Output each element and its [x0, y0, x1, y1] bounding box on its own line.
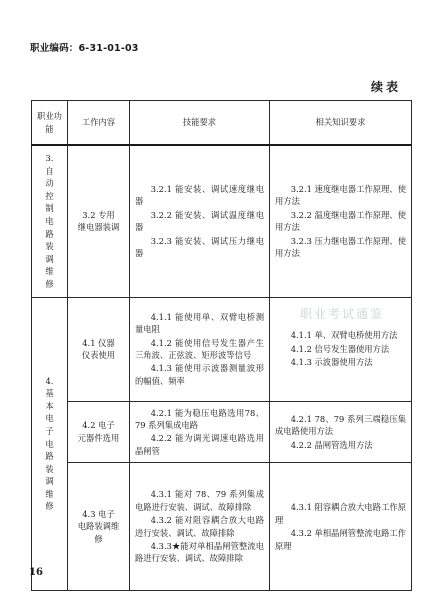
skills-cell — [130, 297, 270, 401]
occupation-code: 职业编码：6-31-01-03 — [30, 43, 139, 54]
knowledge-cell — [270, 145, 412, 297]
header-function: 职业功能 — [32, 101, 68, 146]
work-content-line: 电路装调维 — [77, 521, 120, 532]
work-content-line: 4.2 电子 — [82, 420, 115, 431]
work-content-line: 4.1 仪器 — [82, 337, 115, 348]
skill-item: 4.2.1 能为稳压电路选用78、79 系列集成电路 — [135, 407, 264, 430]
skill-item: 4.1.3 能使用示波器测量波形的幅值、频率 — [135, 363, 264, 386]
header-knowledge-requirements: 相关知识要求 — [270, 101, 412, 146]
skills-requirements-table — [31, 100, 412, 591]
header-work-content: 工作内容 — [68, 101, 130, 146]
knowledge-item: 4.1.2 信号发生器使用方法 — [290, 343, 390, 354]
skill-item: 3.2.2 能安装、调试温度继电器 — [135, 209, 264, 233]
skill-item: 3.2.1 能安装、调试速度继电器 — [135, 184, 264, 207]
table-header-row — [32, 101, 412, 146]
knowledge-cell — [270, 463, 412, 591]
knowledge-item: 4.3.2 单相晶闸管整流电路工作原理 — [275, 528, 406, 551]
function-label-3: 3.自动控制电路装调维修 — [45, 152, 54, 289]
table-row — [32, 145, 412, 297]
table-row — [32, 463, 412, 591]
page-number: 16 — [29, 567, 43, 578]
table-row — [32, 297, 412, 401]
function-cell-3 — [32, 145, 68, 297]
knowledge-cell — [270, 401, 412, 463]
work-content-cell — [68, 401, 130, 463]
work-content-cell — [68, 463, 130, 591]
skill-item: 4.3.1 能对 78、79 系列集成电路进行安装、调试、故障排除 — [135, 489, 264, 512]
work-content-line: 4.3 电子 — [82, 509, 115, 520]
table-row — [32, 401, 412, 463]
knowledge-item: 3.2.3 压力继电器工作原理、使用方法 — [275, 235, 406, 259]
skill-item: 3.2.3 能安装、调试压力继电器 — [135, 235, 264, 259]
skill-item: 4.3.2 能对阻容耦合放大电路进行安装、调试、故障排除 — [135, 515, 264, 538]
skills-cell — [130, 145, 270, 297]
header-skill-requirements: 技能要求 — [130, 101, 270, 146]
knowledge-item: 4.2.2 晶闸管选用方法 — [290, 439, 373, 450]
knowledge-item: 4.2.1 78、79 系列三端稳压集成电路使用方法 — [275, 413, 406, 437]
watermark: 职业考试通鉴 — [300, 307, 385, 321]
knowledge-item: 3.2.1 速度继电器工作原理、使用方法 — [275, 184, 406, 207]
work-content-cell — [68, 145, 130, 297]
knowledge-item: 4.3.1 阻容耦合放大电路工作原理 — [275, 502, 406, 525]
work-content-line: 元器件选用 — [77, 432, 120, 443]
skill-item: 4.1.1 能使用单、双臂电桥测量电阻 — [135, 311, 264, 335]
knowledge-cell — [270, 297, 412, 401]
knowledge-item: 4.1.3 示波器使用方法 — [290, 357, 373, 368]
skill-item: 4.3.3★能对单相晶闸管整流电路进行安装、调试、故障排除 — [135, 541, 264, 564]
work-content-line: 3.2 专用 — [82, 209, 115, 220]
skills-cell — [130, 463, 270, 591]
skill-item: 4.1.2 能使用信号发生器产生三角波、正弦波、矩形波等信号 — [135, 337, 264, 360]
work-content-line: 仪表使用 — [81, 350, 116, 360]
skill-item: 4.2.2 能为调光调速电路选用晶闸管 — [135, 433, 264, 456]
continued-table-label: 续表 — [371, 80, 402, 94]
work-content-line: 修 — [94, 533, 103, 544]
knowledge-item: 4.1.1 单、双臂电桥使用方法 — [290, 330, 398, 341]
function-cell-4 — [32, 297, 68, 591]
function-label-4: 4.基本电子电路装调维修 — [45, 375, 54, 512]
skills-cell — [130, 401, 270, 463]
knowledge-item: 3.2.2 温度继电器工作原理、使用方法 — [275, 209, 406, 233]
work-content-line: 继电器装调 — [77, 222, 120, 233]
work-content-cell — [68, 297, 130, 401]
